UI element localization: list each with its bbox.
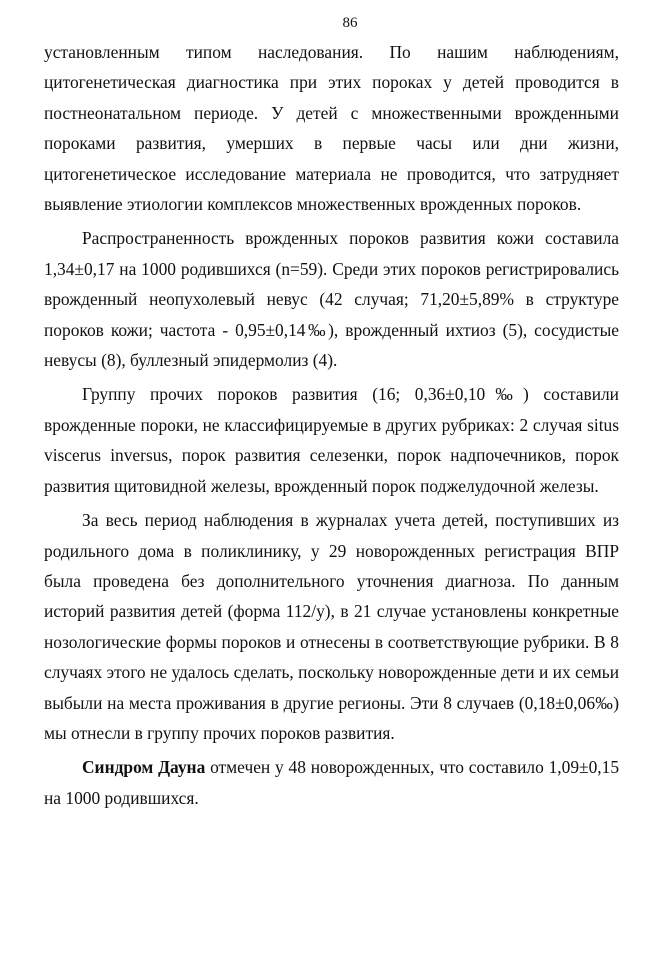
down-syndrome-term: Синдром Дауна (82, 757, 206, 778)
paragraph-other-defects: Группу прочих пороков развития (16; 0,36±0,10‰) составили врожденные пороки, не классифицируемые в других рубриках: 2 случая situs viscerus inversus, порок развития селезенки, порок надпочечников, порок развития щитовидной железы, врожденный порок поджелудочной железы. (44, 384, 619, 496)
paragraph-continuation: установленным типом наследования. По нашим наблюдениям, цитогенетическая диагностика при этих пороках у детей проводится в постнеонатальном периоде. У детей с множественными врожденными пороками развития, умерших в первые часы или дни жизни, цитогенетическое исследование материала не проводится, что затрудняет выявление этиологии комплексов множественных врожденных пороков. (44, 42, 619, 215)
down-syndrome-text: отмечен у 48 новорожденных, что составило 1,09±0,15 на 1000 родившихся. (44, 757, 620, 808)
paragraph-down-syndrome (44, 752, 619, 813)
page-number: 86 (342, 15, 358, 31)
body-text (44, 37, 619, 813)
paragraph-skin-defects: Распространенность врожденных пороков развития кожи составила 1,34±0,17 на 1000 родившихся (n=59). Среди этих пороков регистрировались врожденный неопухолевый невус (42 случая; 71,20±5,89% в структуре пороков кожи; частота - 0,95±0,14‰), врожденный ихтиоз (5), сосудистые невусы (8), буллезный эпидермолиз (4). (44, 228, 619, 371)
paragraph-registration: За весь период наблюдения в журналах учета детей, поступивших из родильного дома в поликлинику, у 29 новорожденных регистрация ВПР была проведена без дополнительного уточнения диагноза. По данным историй развития детей (форма 112/у), в 21 случае установлены конкретные нозологические формы пороков и отнесены в соответствующие рубрики. В 8 случаях этого не удалось сделать, поскольку новорожденные дети и их семьи выбыли на места проживания в другие регионы. Эти 8 случаев (0,18±0,06‰) мы отнесли в группу прочих пороков развития. (44, 510, 619, 743)
